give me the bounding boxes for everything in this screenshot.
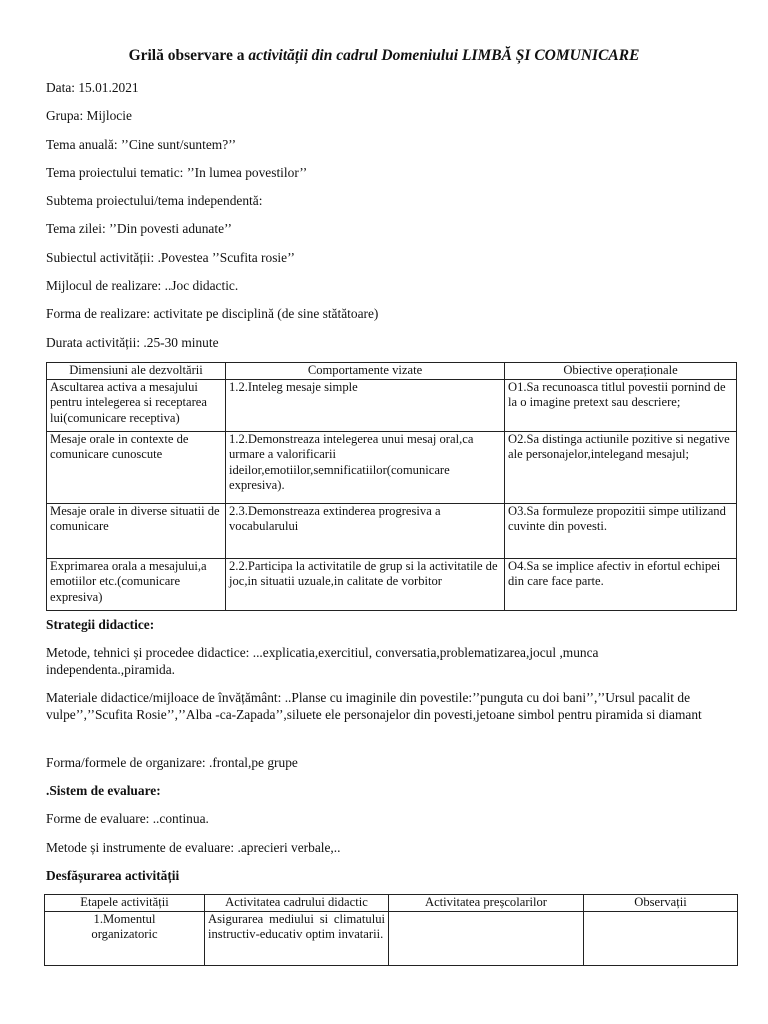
table-header: Activitatea cadrului didactic: [205, 895, 389, 912]
table-row: [47, 431, 737, 503]
table-row: [47, 503, 737, 558]
table-cell: 1.Momentul organizatoric: [45, 911, 205, 965]
table-cell: O1.Sa recunoasca titlul povestii pornind de la o imagine pretext sau descriere;: [505, 379, 737, 431]
table-cell: 1.2.Inteleg mesaje simple: [226, 379, 505, 431]
field-subtheme: Subtema proiectului/tema independentă:: [46, 193, 263, 208]
field-means: Mijlocul de realizare: ..Joc didactic.: [46, 278, 239, 293]
field-annual-theme: Tema anuală: ’’Cine sunt/suntem?’’: [46, 137, 237, 152]
table-header-row: [45, 895, 738, 912]
field-form: Forma de realizare: activitate pe disciplină (de sine stătătoare): [46, 306, 379, 321]
table-cell: [584, 911, 738, 965]
eval-methods-text: Metode și instrumente de evaluare: .aprecieri verbale,..: [46, 840, 341, 855]
table-header: Obiective operaționale: [505, 363, 737, 380]
field-date: Data: 15.01.2021: [46, 80, 139, 95]
materials-text: Materiale didactice/mijloace de învățământ: ..Planse cu imaginile din povestile:’’punguta cu doi bani’’,’’Ursul pacalit de vulpe’’,’’Scufita Rosie’’,’’Alba -ca-Zapada’’,siluete ele personajelor din povesti,jetoane simbol pentru piramida si diamant: [46, 690, 702, 722]
table-cell: O4.Sa se implice afectiv in efortul echipei din care face parte.: [505, 558, 737, 610]
eval-forms-text: Forme de evaluare: ..continua.: [46, 811, 209, 826]
table-header-row: [47, 363, 737, 380]
table-row: [47, 558, 737, 610]
table-header: Etapele activității: [45, 895, 205, 912]
title-italic: activității din cadrul Domeniului LIMBĂ ȘI COMUNICARE: [248, 47, 640, 64]
table-header: Observații: [584, 895, 738, 912]
table-cell: O3.Sa formuleze propozitii simpe utilizand cuvinte din povesti.: [505, 503, 737, 558]
evaluation-heading: .Sistem de evaluare:: [46, 783, 161, 798]
table-row: [45, 911, 738, 965]
field-duration: Durata activității: .25-30 minute: [46, 335, 219, 350]
table-cell: 2.2.Participa la activitatile de grup si la activitatile de joc,in situatii uzuale,in calitate de vorbitor: [226, 558, 505, 610]
table-cell: 2.3.Demonstreaza extinderea progresiva a vocabularului: [226, 503, 505, 558]
table-cell: Asigurarea mediului si climatului instructiv-educativ optim invatarii.: [205, 911, 389, 965]
field-group: Grupa: Mijlocie: [46, 108, 132, 123]
activity-table: [44, 894, 738, 966]
table-cell: Ascultarea activa a mesajului pentru intelegerea si receptarea lui(comunicare receptiva): [47, 379, 226, 431]
activity-heading: Desfășurarea activității: [46, 868, 180, 883]
table-cell: Mesaje orale in diverse situatii de comunicare: [47, 503, 226, 558]
table-cell: O2.Sa distinga actiunile pozitive si negative ale personajelor,intelegand mesajul;: [505, 431, 737, 503]
field-subject: Subiectul activității: .Povestea ’’Scufita rosie’’: [46, 250, 296, 265]
field-project-theme: Tema proiectului tematic: ’’In lumea povestilor’’: [46, 165, 308, 180]
document-title: [0, 47, 768, 65]
table-header: Comportamente vizate: [226, 363, 505, 380]
org-forms-text: Forma/formele de organizare: .frontal,pe grupe: [46, 755, 298, 770]
title-prefix: Grilă observare a: [128, 47, 249, 64]
table-row: [47, 379, 737, 431]
table-header: Activitatea preșcolarilor: [389, 895, 584, 912]
table-cell: 1.2.Demonstreaza intelegerea unui mesaj oral,ca urmare a valorificarii ideilor,emotiilor,semnificatiilor(comunicare expresiva).: [226, 431, 505, 503]
table-cell: Mesaje orale in contexte de comunicare cunoscute: [47, 431, 226, 503]
strategies-heading: Strategii didactice:: [46, 617, 155, 632]
table-header: Dimensiuni ale dezvoltării: [47, 363, 226, 380]
methods-text: Metode, tehnici și procedee didactice: ...explicatia,exercitiul, conversatia,problematizarea,jocul ,munca independenta.,piramida.: [46, 645, 599, 677]
objectives-table: [46, 362, 737, 611]
field-day-theme: Tema zilei: ’’Din povesti adunate’’: [46, 221, 232, 236]
table-cell: [389, 911, 584, 965]
table-cell: Exprimarea orala a mesajului,a emotiilor etc.(comunicare expresiva): [47, 558, 226, 610]
